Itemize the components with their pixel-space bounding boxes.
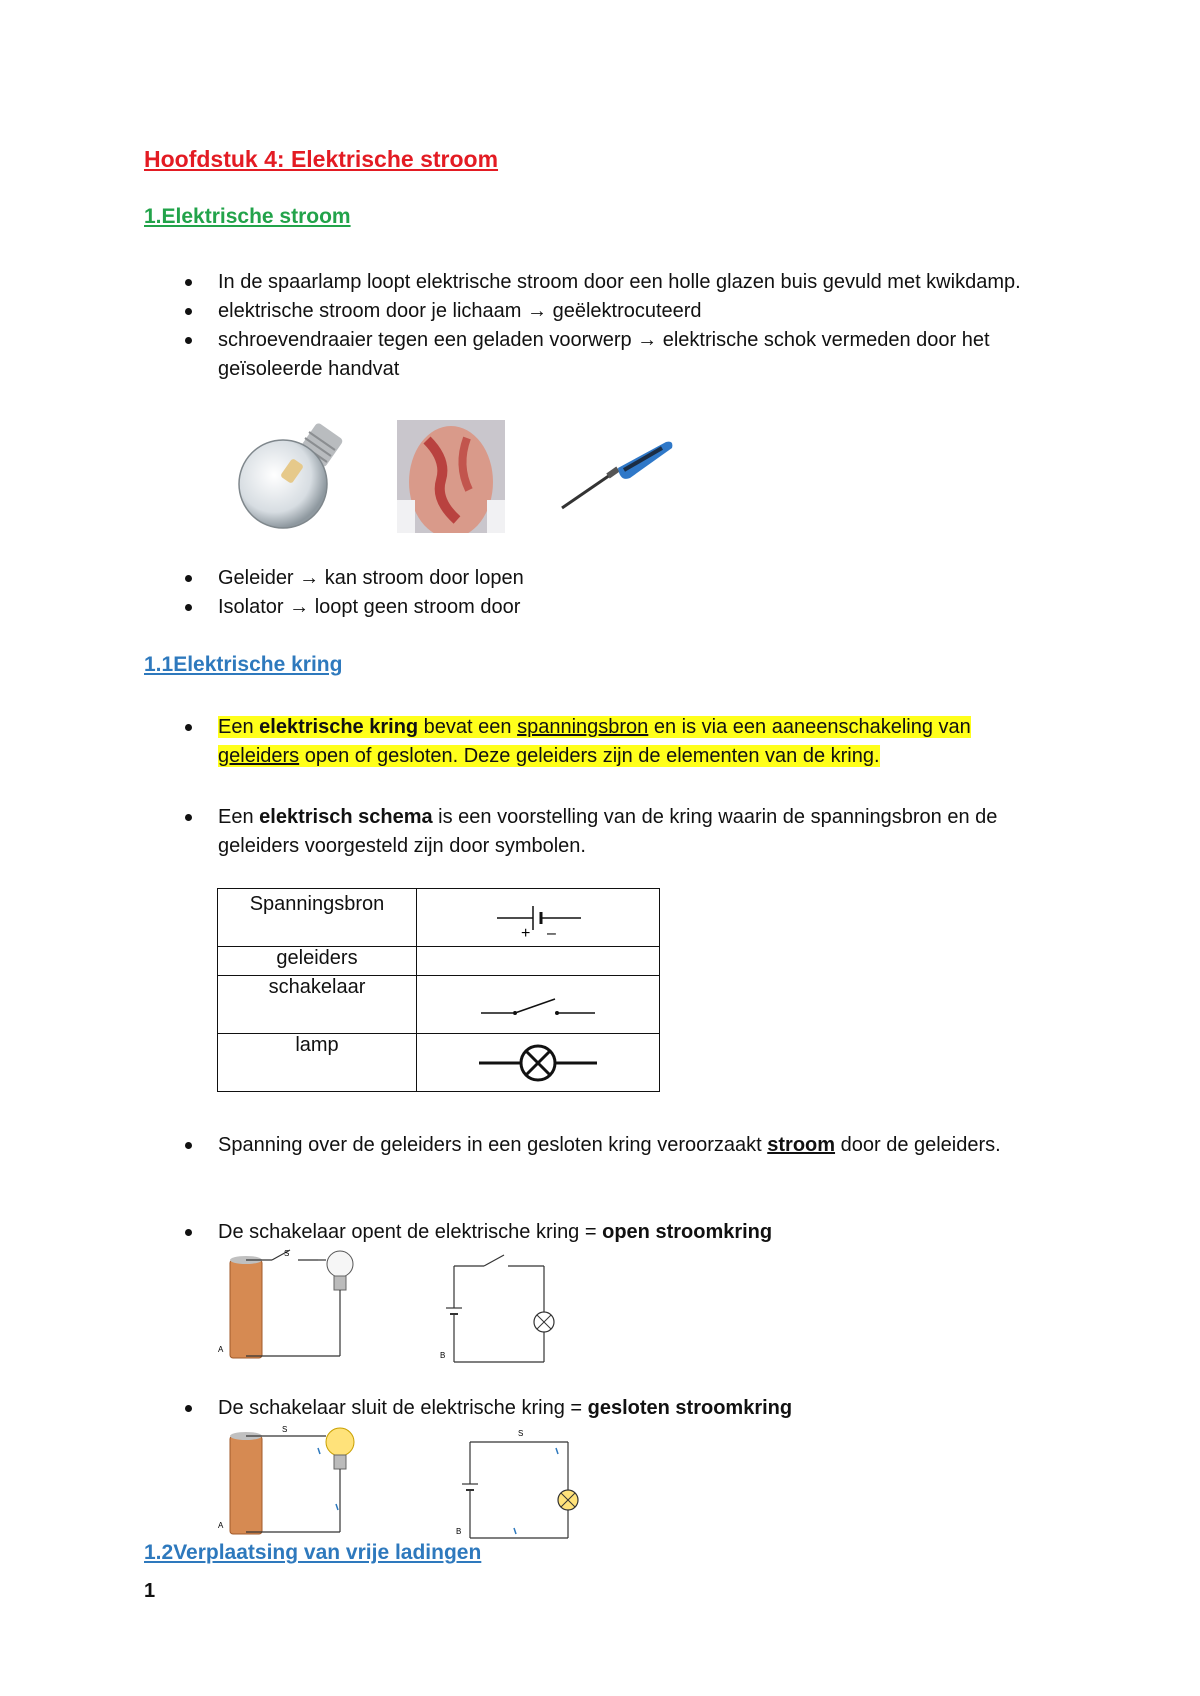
bullet-list-4 [0,803,1038,861]
table-row [218,889,660,947]
conductor-symbol-cell [417,947,660,976]
light-bulb-image [235,418,355,533]
svg-text:A: A [218,1521,224,1530]
battery-symbol-icon [417,890,659,946]
symbols-table [217,888,660,1092]
lamp-symbol-cell [417,1034,660,1092]
open-circuit-picture [214,1248,364,1363]
lamp-symbol-icon [417,1035,659,1091]
chapter-title: Hoofdstuk 4: Elektrische stroom [144,146,499,172]
section-heading-1-2: 1.2Verplaatsing van vrije ladingen [144,1541,482,1564]
svg-text:S: S [282,1425,288,1434]
list-item: schroevendraaier tegen een geladen voorwerp → elektrische schok vermeden door het geïsoleerde handvat [0,326,1038,384]
list-item: De schakelaar sluit de elektrische kring = gesloten stroomkring [0,1394,1038,1423]
table-cell: schakelaar [218,976,417,1034]
battery-symbol-cell [417,889,660,947]
switch-symbol-icon [417,977,659,1033]
svg-text:S: S [518,1429,524,1438]
list-item: Spanning over de geleiders in een gesloten kring veroorzaakt stroom door de geleiders. [0,1131,1038,1160]
list-item: Geleider → kan stroom door lopen [0,564,1038,593]
bullet-list-6 [0,1218,1038,1247]
electrocution-back-image [397,420,505,533]
page-number: 1 [144,1580,156,1602]
bullet-list-5 [0,1131,1038,1160]
table-row [218,976,660,1034]
table-row [218,1034,660,1092]
bullet-list-7 [0,1394,1038,1423]
table-row [218,947,660,976]
section-heading-1-1: 1.1Elektrische kring [144,653,343,676]
open-circuit-schema [432,1252,567,1367]
section-heading-1: 1.Elektrische stroom [144,205,351,228]
table-cell: Spanningsbron [218,889,417,947]
svg-text:+: + [521,924,531,942]
svg-text:B: B [456,1527,462,1536]
table-cell: lamp [218,1034,417,1092]
highlighted-definition: Een elektrische kring bevat een spanningsbron en is via een aaneenschakeling van geleiders open of gesloten. Deze geleiders zijn de elementen van de kring. [218,716,971,767]
svg-text:B: B [440,1351,446,1360]
list-item [0,713,1038,771]
switch-symbol-cell [417,976,660,1034]
screwdriver-image [558,438,678,513]
list-item: elektrische stroom door je lichaam → geëlektrocuteerd [0,297,1038,326]
svg-text:–: – [547,924,556,942]
svg-text:A: A [218,1345,224,1354]
svg-text:S: S [284,1249,290,1258]
list-item: De schakelaar opent de elektrische kring = open stroomkring [0,1218,1038,1247]
bullet-list-2 [0,564,1038,622]
closed-circuit-schema [452,1428,587,1543]
list-item: In de spaarlamp loopt elektrische stroom door een holle glazen buis gevuld met kwikdamp. [0,268,1038,297]
bullet-list-3 [0,713,1038,771]
table-cell: geleiders [218,947,417,976]
list-item: Isolator → loopt geen stroom door [0,593,1038,622]
list-item: Een elektrisch schema is een voorstelling van de kring waarin de spanningsbron en de geleiders voorgesteld zijn door symbolen. [0,803,1038,861]
closed-circuit-picture [214,1424,364,1539]
bullet-list-1 [0,268,1038,384]
